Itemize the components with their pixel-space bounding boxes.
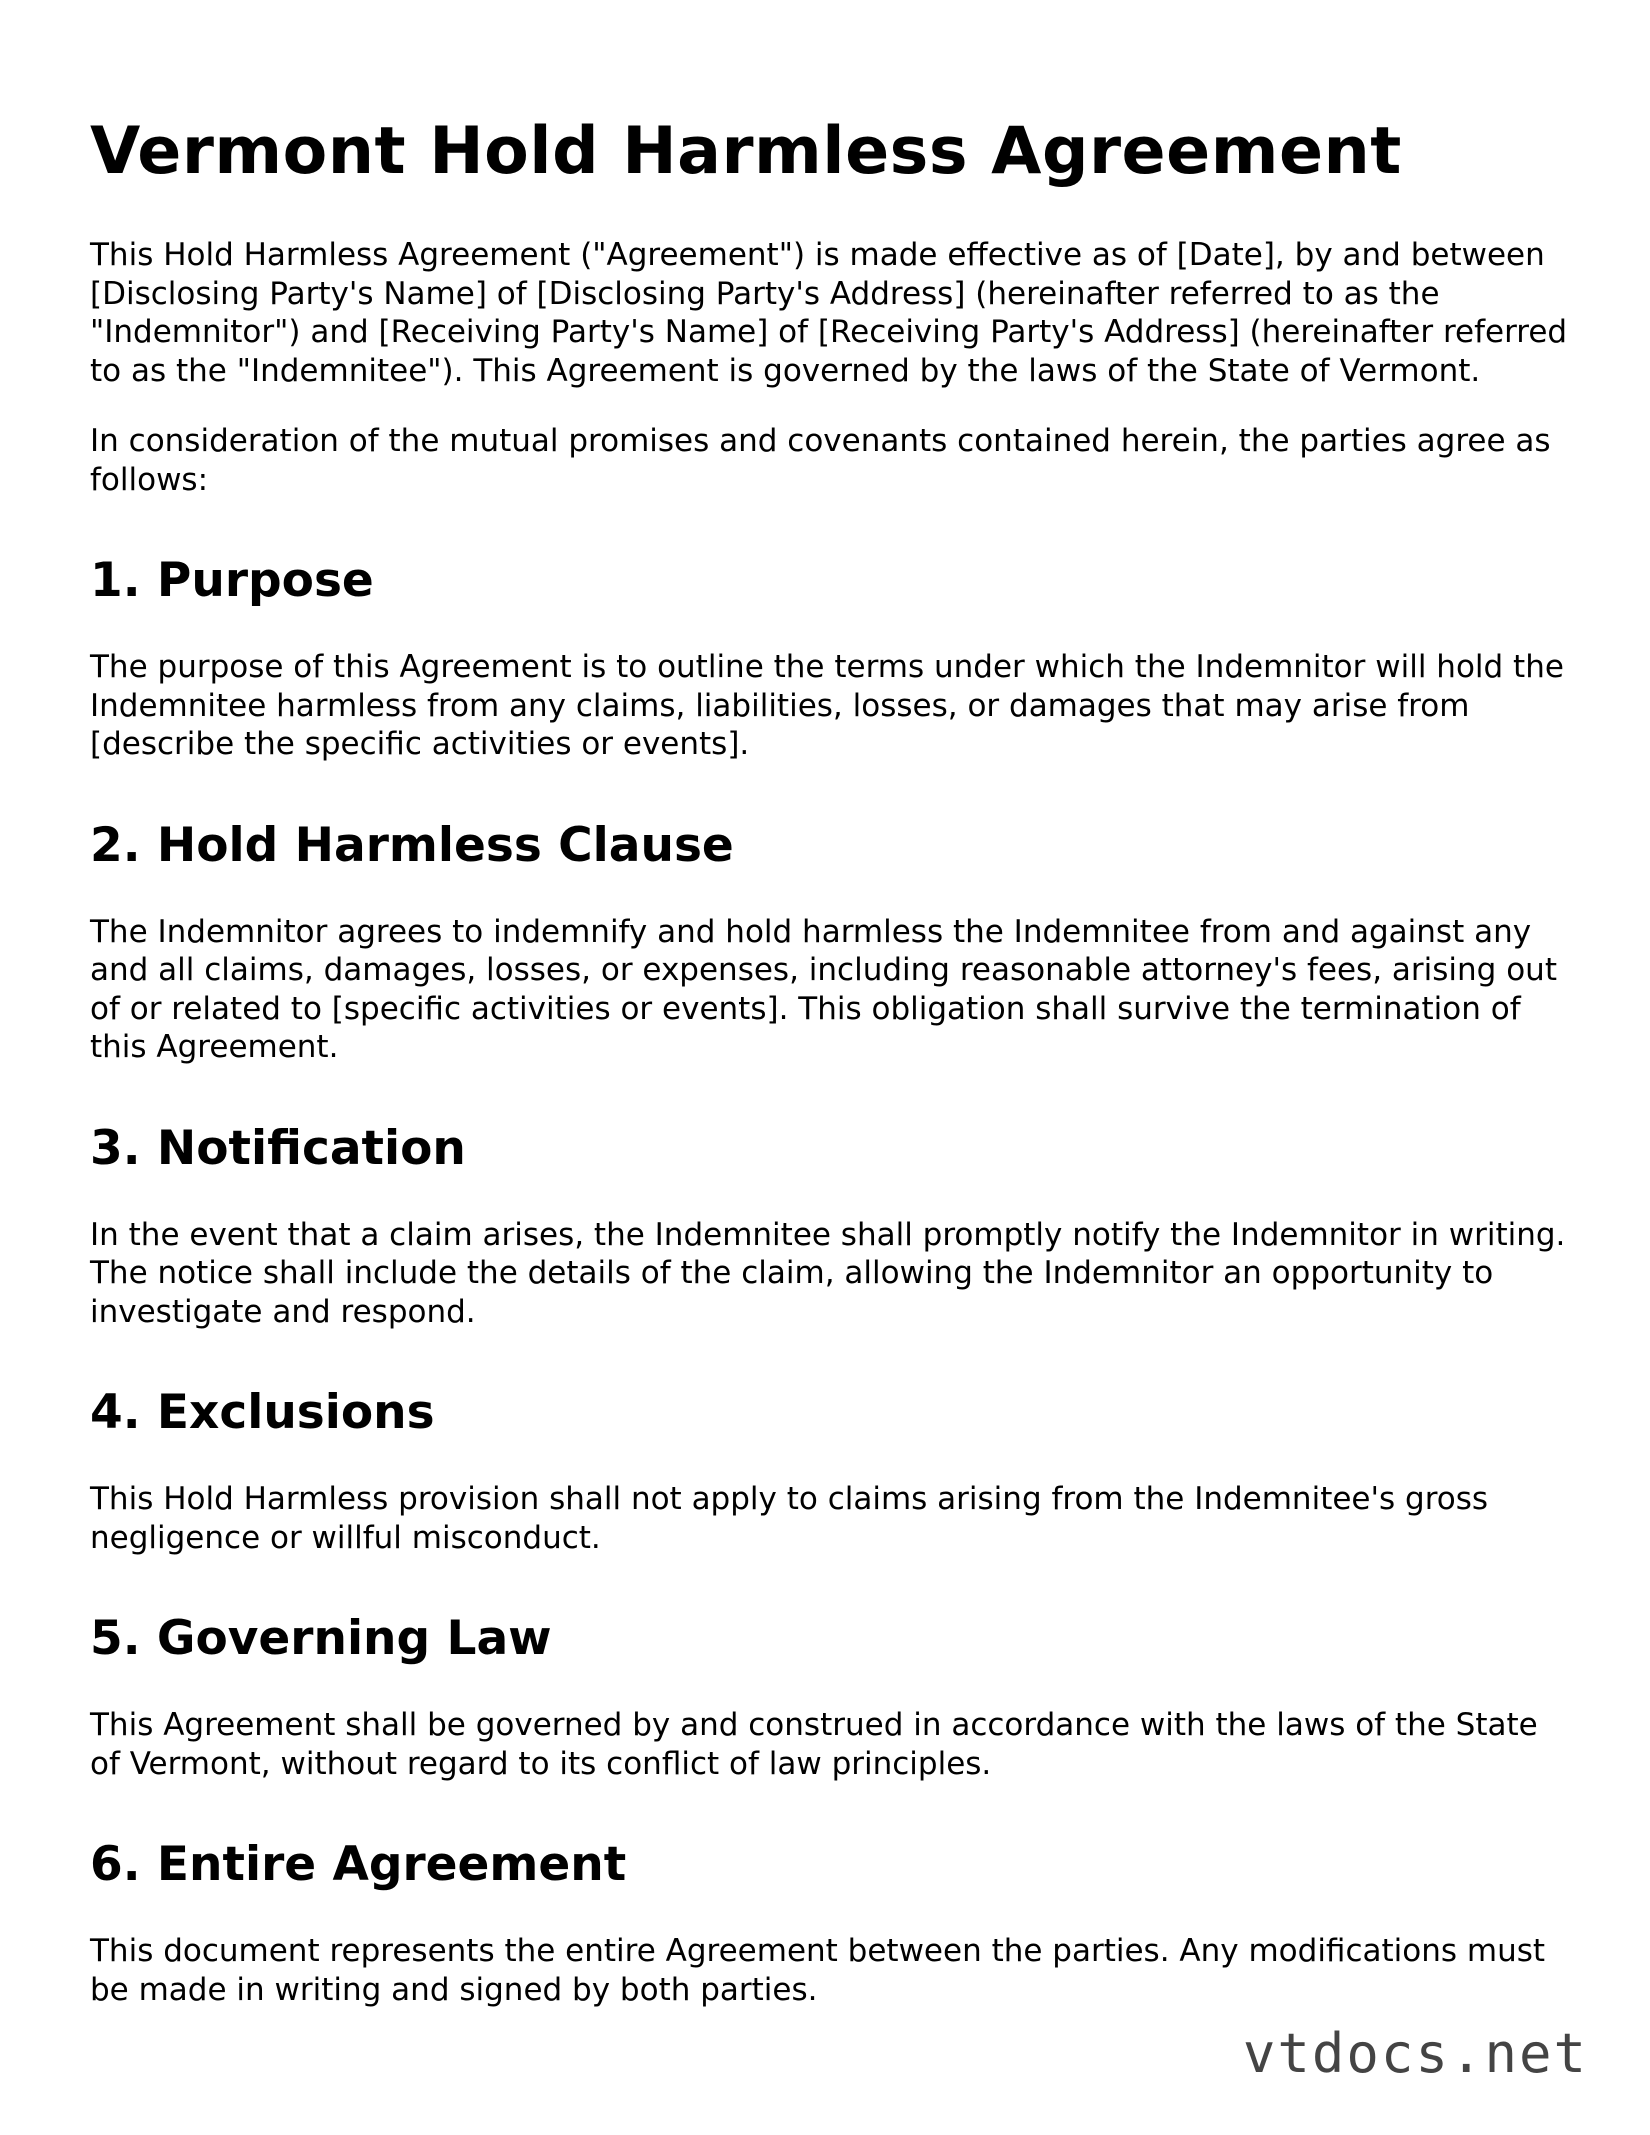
intro-paragraph: In consideration of the mutual promises and covenants contained herein, the parties agree as follows:	[90, 423, 1551, 498]
section-text: The Indemnitor agrees to indemnify and hold harmless the Indemnitee from and against any and all claims, damages, losses, or expenses, including reasonable attorney's fees, arising out of or related to [specific activities or events]. This obligation shall survive the termination of this Agreement.	[90, 913, 1557, 1065]
section-heading: 6. Entire Agreement	[90, 1837, 627, 1892]
section-notification	[90, 1121, 1570, 1332]
watermark: vtdocs.net	[1242, 2022, 1588, 2085]
section-purpose	[90, 553, 1570, 764]
section-entire-agreement	[90, 1837, 1570, 2009]
section-hold-harmless-clause	[90, 818, 1570, 1067]
section-heading: 3. Notification	[90, 1120, 466, 1176]
section-text: This Agreement shall be governed by and construed in accordance with the laws of the State of Vermont, without regard to its conflict of law principles.	[90, 1707, 1538, 1782]
document-page	[90, 112, 1570, 2009]
section-governing-law	[90, 1611, 1570, 1783]
section-exclusions	[90, 1385, 1570, 1557]
section-heading: 1. Purpose	[90, 553, 374, 608]
section-text: This Hold Harmless provision shall not apply to claims arising from the Indemnitee's gross negligence or willful misconduct.	[90, 1481, 1489, 1556]
section-text: In the event that a claim arises, the Indemnitee shall promptly notify the Indemnitor in writing. The notice shall include the details of the claim, allowing the Indemnitor an opportunity to investigate and respond.	[90, 1216, 1566, 1330]
section-text: This document represents the entire Agreement between the parties. Any modifications must be made in writing and signed by both parties.	[90, 1933, 1546, 2008]
document-title: Vermont Hold Harmless Agreement	[90, 114, 1402, 189]
section-text: The purpose of this Agreement is to outline the terms under which the Indemnitor will hold the Indemnitee harmless from any claims, liabilities, losses, or damages that may arise from [describe the specific activities or events].	[90, 649, 1564, 762]
section-heading: 4. Exclusions	[90, 1385, 435, 1440]
intro-paragraph: This Hold Harmless Agreement ("Agreement") is made effective as of [Date], by and between [Disclosing Party's Name] of [Disclosing Party's Address] (hereinafter referred to as the "Indemnitor") and [Receiving Party's Name] of [Receiving Party's Address] (hereinafter referred to as the "Indemnitee"). This Agreement is governed by the laws of the State of Vermont.	[90, 237, 1568, 389]
section-heading: 5. Governing Law	[90, 1611, 552, 1666]
section-heading: 2. Hold Harmless Clause	[90, 817, 734, 873]
